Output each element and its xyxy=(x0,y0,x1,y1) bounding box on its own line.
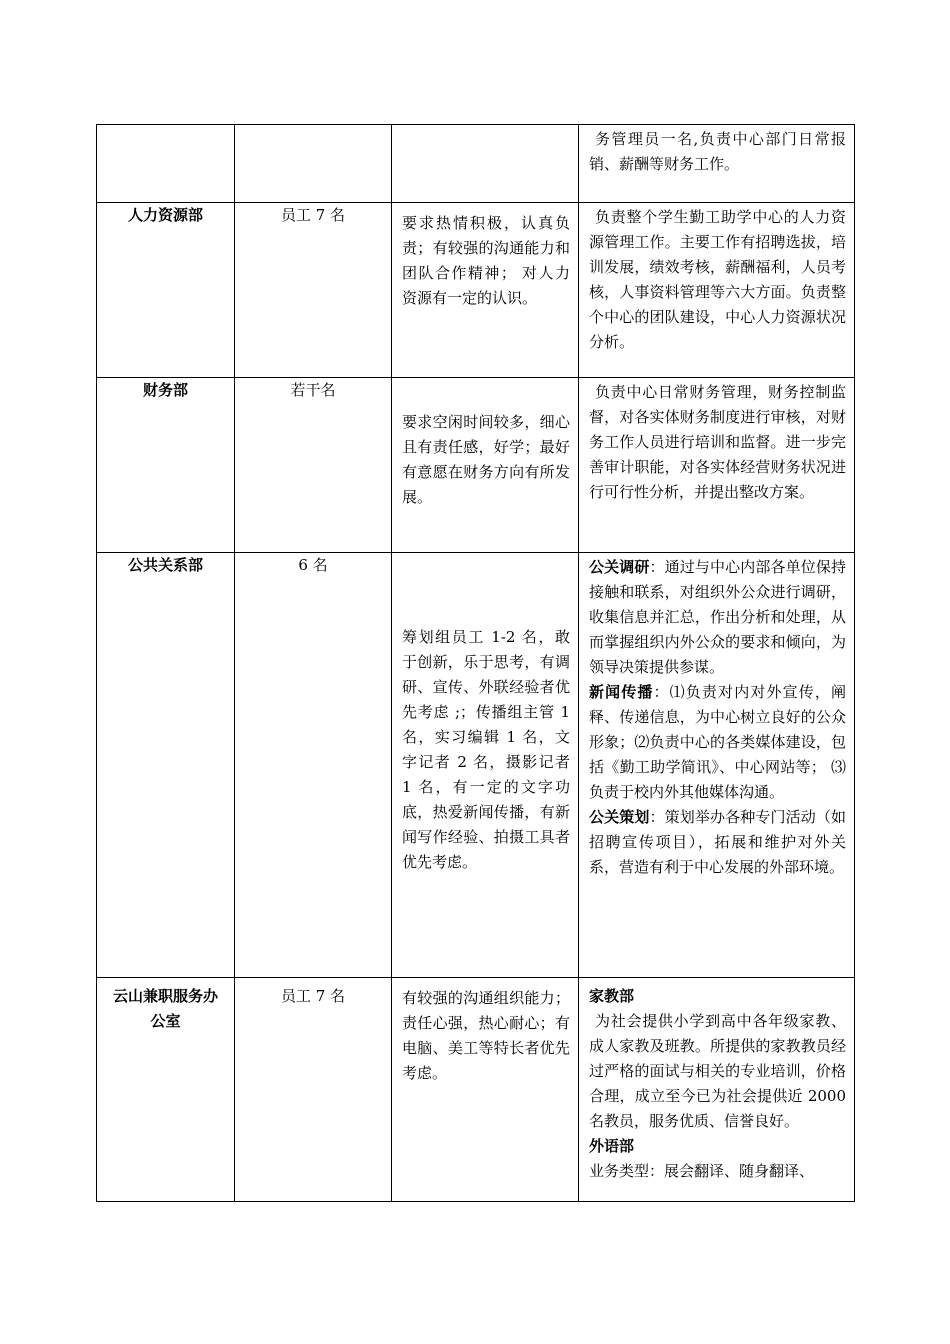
duty-cell xyxy=(579,978,855,1202)
duty-section-heading: 外语部 xyxy=(589,1137,635,1155)
dept-cell: 云山兼职服务办公室 xyxy=(97,978,235,1202)
duty-item-label: 公关策划 xyxy=(589,808,650,826)
duty-item xyxy=(589,805,846,880)
dept-cell: 公共关系部 xyxy=(97,553,235,978)
table-row xyxy=(97,125,855,203)
table-row xyxy=(97,203,855,378)
duty-item xyxy=(589,555,846,680)
duty-section-text: 为社会提供小学到高中各年级家教、成人家教及班教。所提供的家教教员经过严格的面试与相关的专业培训，价格合理，成立至今已为社会提供近 2000 名教员，服务优质、信誉良好。 xyxy=(589,1012,846,1130)
duty-text: 务管理员一名,负责中心部门日常报销、薪酬等财务工作。 xyxy=(589,130,846,173)
dept-cell xyxy=(97,125,235,203)
table-row xyxy=(97,378,855,553)
duty-text: 负责整个学生勤工助学中心的人力资源管理工作。主要工作有招聘选拔，培训发展，绩效考核，薪酬福利，人员考核，人事资料管理等六大方面。负责整个中心的团队建设，中心人力资源状况分析。 xyxy=(589,208,846,351)
duty-cell xyxy=(579,125,855,203)
requirement-cell: 有较强的沟通组织能力；责任心强，热心耐心；有电脑、美工等特长者优先考虑。 xyxy=(392,978,579,1202)
recruitment-table xyxy=(96,124,855,1202)
table-row xyxy=(97,978,855,1202)
count-cell: 若干名 xyxy=(235,378,392,553)
duty-text: 负责中心日常财务管理，财务控制监督，对各实体财务制度进行审核，对财务工作人员进行培训和监督。进一步完善审计职能，对各实体经营财务状况进行可行性分析，并提出整改方案。 xyxy=(589,383,846,501)
duty-section-heading: 家教部 xyxy=(589,987,635,1005)
requirement-cell: 要求热情积极，认真负责；有较强的沟通能力和团队合作精神； 对人力资源有一定的认识。 xyxy=(392,203,579,378)
duty-item xyxy=(589,680,846,805)
count-cell: 6 名 xyxy=(235,553,392,978)
dept-cell: 人力资源部 xyxy=(97,203,235,378)
duty-item-text: ：策划举办各种专门活动（如招聘宣传项目），拓展和维护对外关系，营造有利于中心发展的外部环境。 xyxy=(589,808,846,876)
duty-cell xyxy=(579,553,855,978)
dept-cell: 财务部 xyxy=(97,378,235,553)
duty-item-label: 公关调研 xyxy=(589,558,650,576)
table-row xyxy=(97,553,855,978)
count-cell xyxy=(235,125,392,203)
duty-item-text: ：通过与中心内部各单位保持接触和联系，对组织外公众进行调研，收集信息并汇总，作出分析和处理，从而掌握组织内外公众的要求和倾向，为领导决策提供参谋。 xyxy=(589,558,846,676)
count-cell: 员工 7 名 xyxy=(235,203,392,378)
requirement-cell: 要求空闲时间较多，细心且有责任感，好学；最好有意愿在财务方向有所发展。 xyxy=(392,378,579,553)
duty-cell xyxy=(579,378,855,553)
duty-item-text: ：⑴负责对内对外宣传，阐释、传递信息，为中心树立良好的公众形象；⑵负责中心的各类媒体建设，包括《勤工助学简讯》、中心网站等； ⑶负责于校内外其他媒体沟通。 xyxy=(589,683,846,801)
duty-cell xyxy=(579,203,855,378)
requirement-cell: 筹划组员工 1-2 名，敢于创新，乐于思考，有调研、宣传、外联经验者优先考虑 ;；传播组主管 1 名，实习编辑 1 名，文字记者 2 名，摄影记者 1 名，有一定的文字功底，热爱新闻传播，有新闻写作经验、拍摄工具者优先考虑。 xyxy=(392,553,579,978)
requirement-cell xyxy=(392,125,579,203)
duty-item-label: 新闻传播 xyxy=(589,683,654,701)
count-cell: 员工 7 名 xyxy=(235,978,392,1202)
duty-section-text: 业务类型：展会翻译、随身翻译、 xyxy=(589,1162,815,1180)
